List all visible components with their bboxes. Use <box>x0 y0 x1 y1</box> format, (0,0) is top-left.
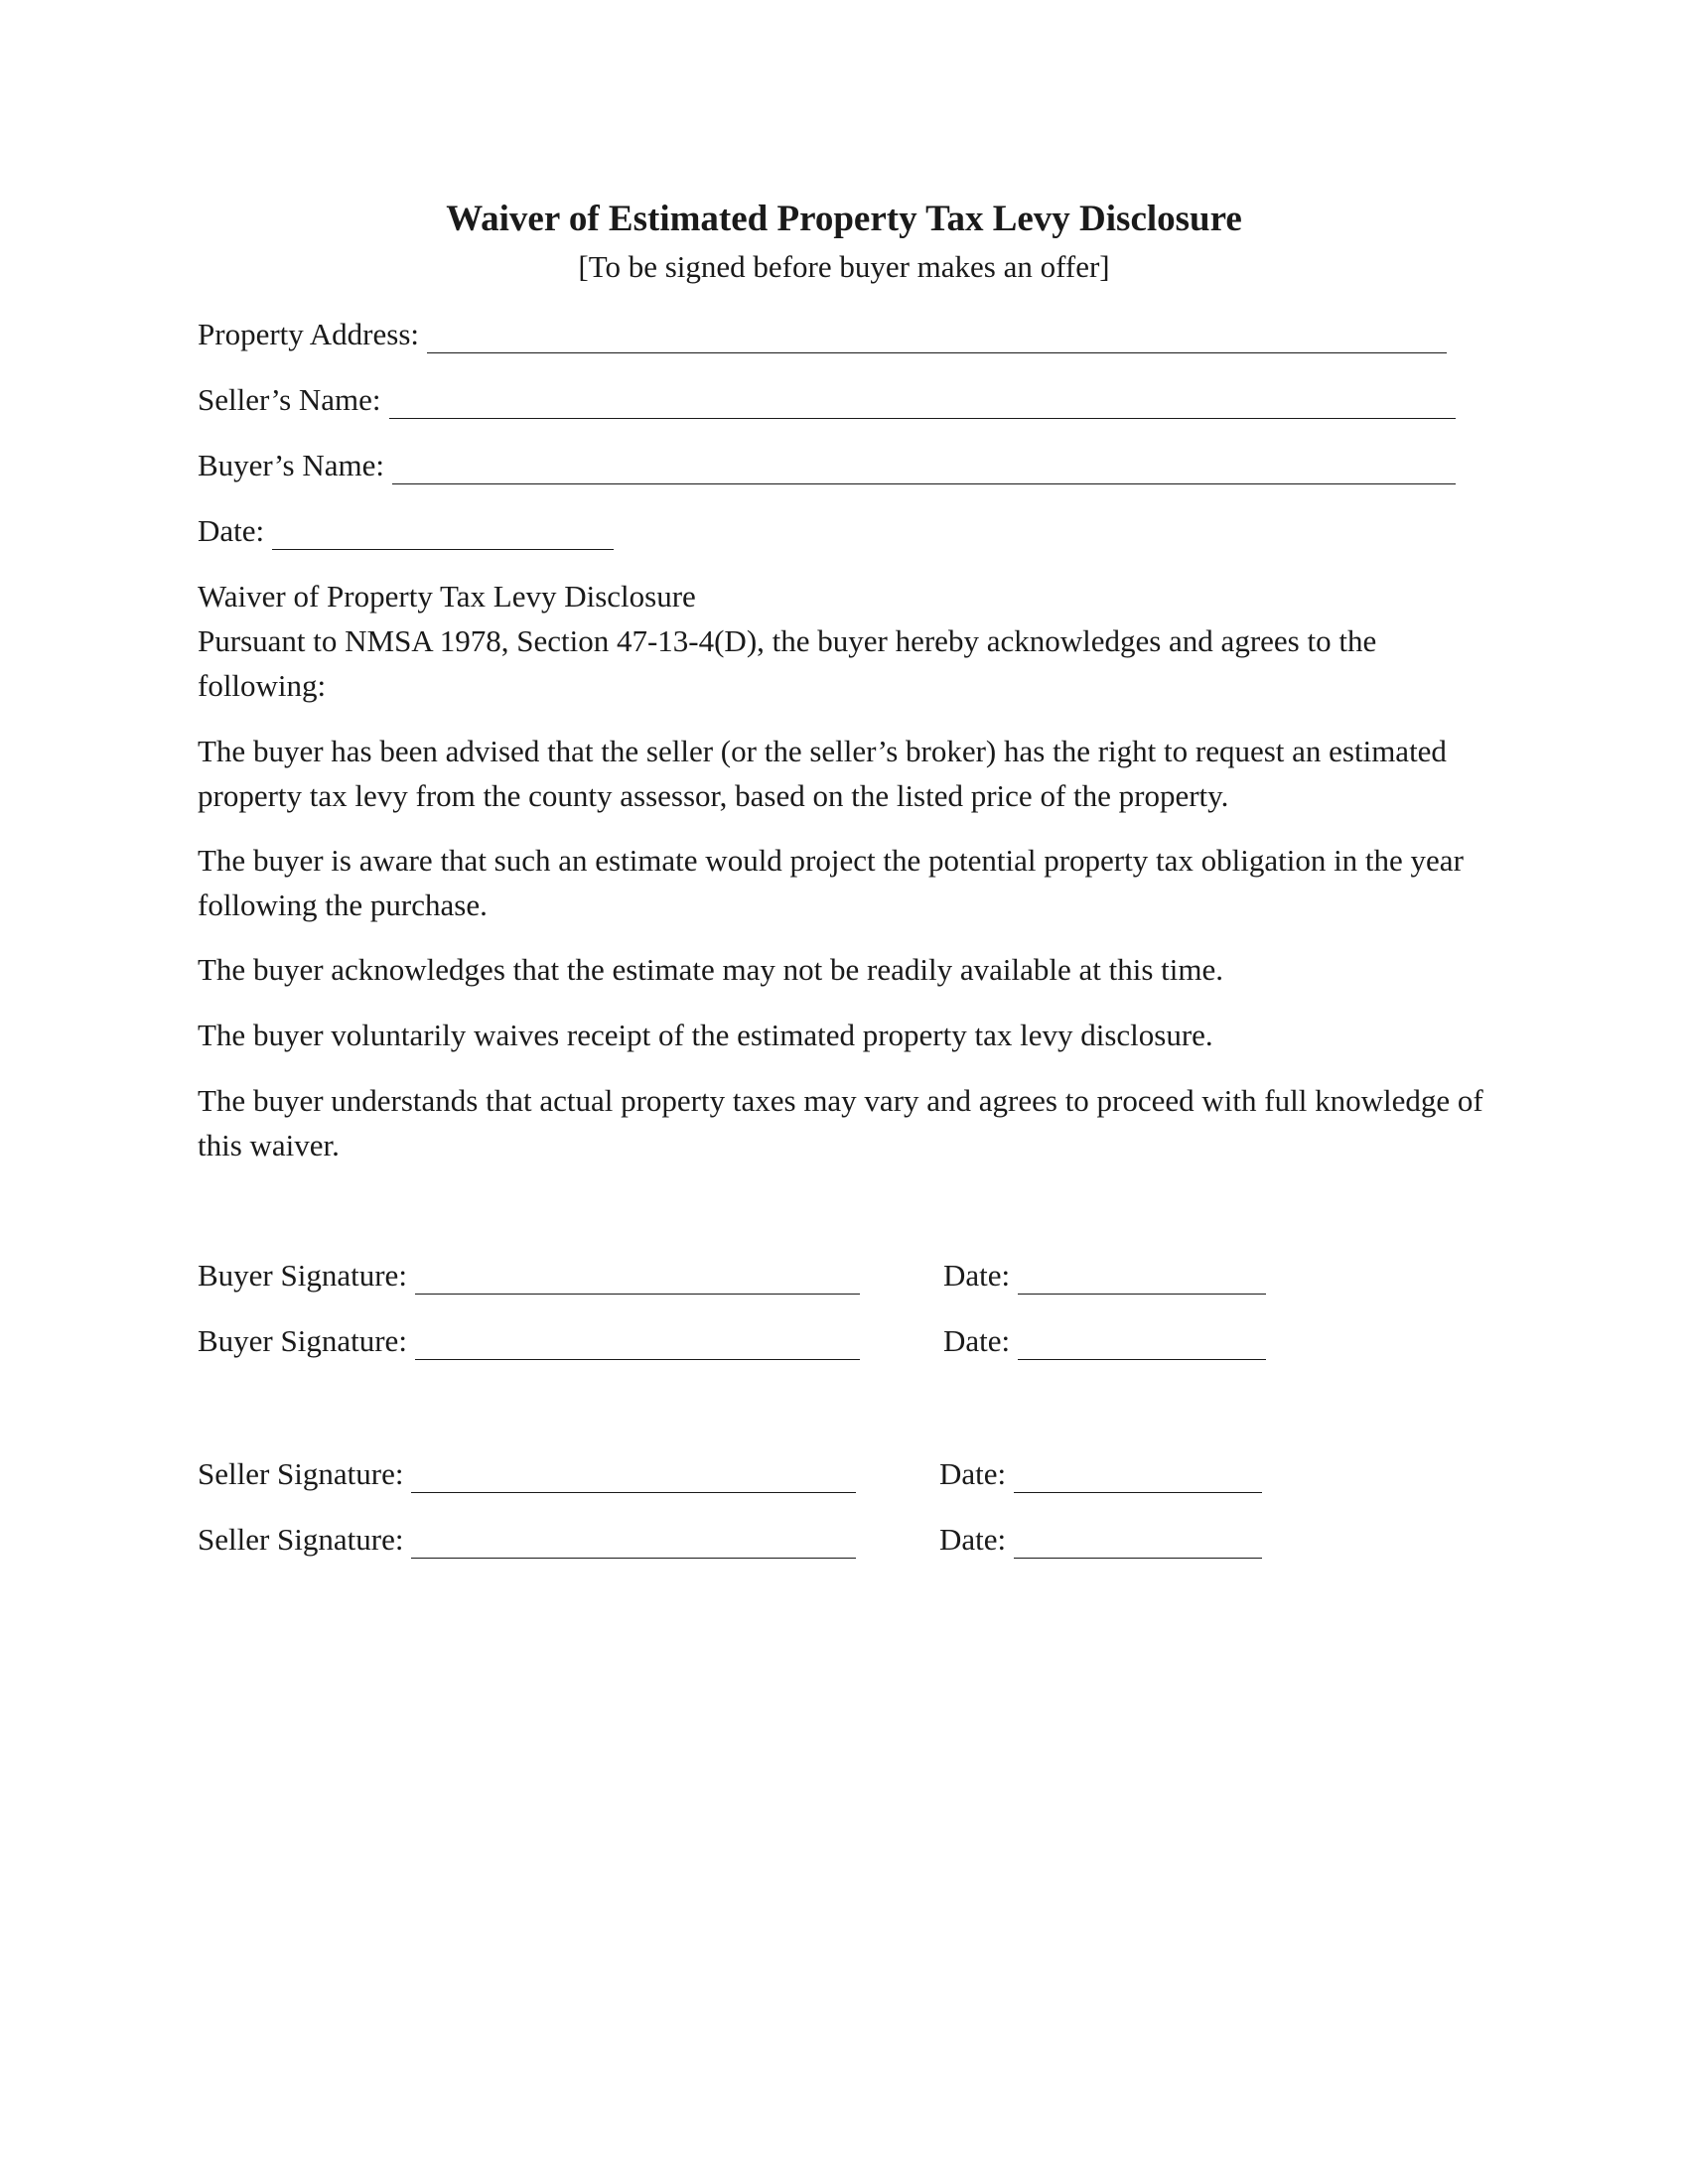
document-title: Waiver of Estimated Property Tax Levy Disclosure <box>446 199 1242 239</box>
signature-date-label: Date: <box>939 1522 1007 1557</box>
buyers-name-row <box>198 447 1456 484</box>
clause-3 <box>198 947 1498 992</box>
intro-paragraph: Pursuant to NMSA 1978, Section 47-13-4(D), the buyer hereby acknowledges and agrees to the following: <box>198 623 1377 703</box>
property-address-label: Property Address: <box>198 317 420 351</box>
date-label: Date: <box>198 513 265 548</box>
seller-signature-label: Seller Signature: <box>198 1456 404 1491</box>
clause-5 <box>198 1078 1498 1167</box>
document-subtitle: [To be signed before buyer makes an offer] <box>578 249 1110 284</box>
clause-text: The buyer acknowledges that the estimate may not be readily available at this time. <box>198 952 1223 987</box>
clause-text: The buyer is aware that such an estimate would project the potential property tax obligation in the year following the purchase. <box>198 843 1464 922</box>
buyer-signature-field[interactable] <box>415 1264 860 1295</box>
property-address-field[interactable] <box>427 323 1447 353</box>
clause-4 <box>198 1013 1498 1057</box>
buyer-signature-row-1 <box>198 1257 860 1295</box>
property-address-row <box>198 316 1447 353</box>
sellers-name-label: Seller’s Name: <box>198 382 381 417</box>
buyers-name-label: Buyer’s Name: <box>198 448 384 482</box>
buyer-signature-label: Buyer Signature: <box>198 1323 407 1358</box>
sellers-name-field[interactable] <box>389 388 1456 419</box>
clause-2 <box>198 838 1498 927</box>
clause-text: The buyer voluntarily waives receipt of the estimated property tax levy disclosure. <box>198 1018 1213 1052</box>
sellers-name-row <box>198 381 1456 419</box>
signature-date-label: Date: <box>943 1323 1011 1358</box>
buyer-signature-date-row-2 <box>943 1322 1266 1360</box>
buyer-signature-field[interactable] <box>415 1329 860 1360</box>
waiver-intro-block <box>198 574 1498 708</box>
buyer-signature-row-2 <box>198 1322 860 1360</box>
buyers-name-field[interactable] <box>392 454 1456 484</box>
date-field[interactable] <box>272 519 614 550</box>
seller-signature-field[interactable] <box>411 1462 856 1493</box>
seller-signature-row-1 <box>198 1455 856 1493</box>
signature-date-field[interactable] <box>1014 1528 1262 1559</box>
signature-date-field[interactable] <box>1018 1264 1266 1295</box>
seller-signature-row-2 <box>198 1521 856 1559</box>
clause-1 <box>198 729 1498 818</box>
section-heading: Waiver of Property Tax Levy Disclosure <box>198 579 696 614</box>
date-row <box>198 512 614 550</box>
buyer-signature-date-row-1 <box>943 1257 1266 1295</box>
clause-text: The buyer understands that actual property taxes may vary and agrees to proceed with full knowledge of this waiver. <box>198 1083 1483 1162</box>
signature-date-label: Date: <box>943 1258 1011 1293</box>
signature-date-label: Date: <box>939 1456 1007 1491</box>
seller-signature-date-row-1 <box>939 1455 1262 1493</box>
buyer-signature-label: Buyer Signature: <box>198 1258 407 1293</box>
signature-date-field[interactable] <box>1014 1462 1262 1493</box>
clause-text: The buyer has been advised that the seller (or the seller’s broker) has the right to request an estimated property tax levy from the county assessor, based on the listed price of the property. <box>198 734 1447 813</box>
signature-date-field[interactable] <box>1018 1329 1266 1360</box>
seller-signature-label: Seller Signature: <box>198 1522 404 1557</box>
seller-signature-date-row-2 <box>939 1521 1262 1559</box>
seller-signature-field[interactable] <box>411 1528 856 1559</box>
